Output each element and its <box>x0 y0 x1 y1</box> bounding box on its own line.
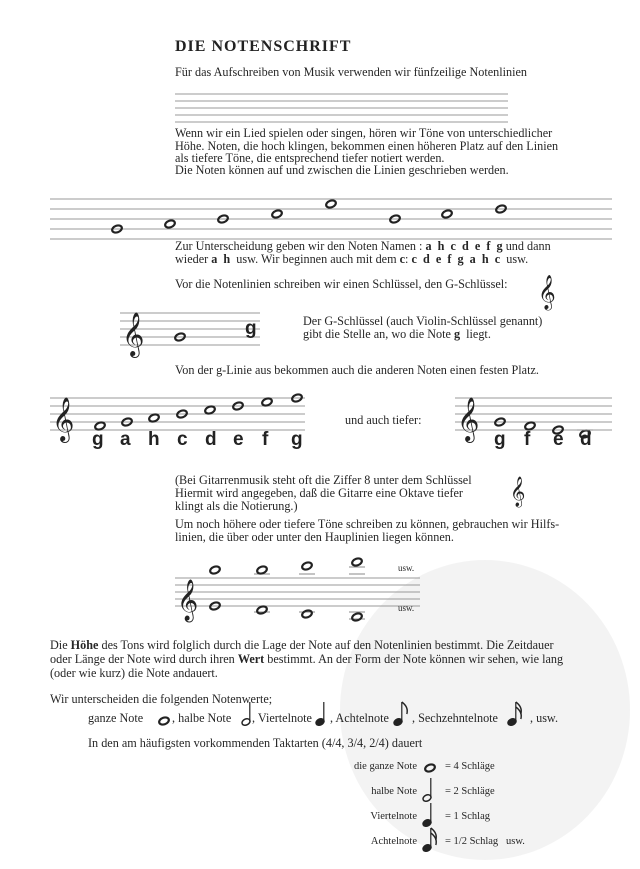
gclef-text: Der G-Schlüssel (auch Violin-Schlüssel genannt) <box>303 314 543 328</box>
intro-text: Für das Aufschreiben von Musik verwenden wir fünfzeilige Notenlinien <box>175 65 527 79</box>
note-letter: f <box>262 429 269 450</box>
whole-note <box>261 397 273 407</box>
whole-note <box>256 565 268 575</box>
whole-note <box>301 609 313 619</box>
note-letter: g <box>291 429 303 450</box>
whole-note <box>271 209 283 219</box>
whole-note <box>204 405 216 415</box>
note-letter: d <box>580 429 592 450</box>
para1-line: als tiefere Töne, die entsprechend tiefer notiert werden. <box>175 151 445 165</box>
treble-clef-icon: 𝄞 <box>510 477 526 507</box>
page-title: DIE NOTENSCHRIFT <box>175 38 352 55</box>
treble-clef-icon: 𝄞 <box>122 312 145 356</box>
table-label: Viertelnote <box>370 811 417 822</box>
clef-text: Vor die Notenlinien schreiben wir einen Schlüssel, den G-Schlüssel: <box>175 277 508 291</box>
note-letter: e <box>553 429 564 450</box>
note-letter: g <box>92 429 104 450</box>
note-letter: c <box>177 429 188 450</box>
takt-text: In den am häufigsten vorkommenden Taktarten (4/4, 3/4, 2/4) dauert <box>88 736 423 750</box>
whole-note <box>256 605 268 615</box>
whole-note <box>301 561 313 571</box>
para2-line: Die Höhe des Tons wird folglich durch die Lage der Note auf den Notenlinien bestimmt. Die Zeitdauer <box>50 638 554 652</box>
para2-line: (oder wie kurz) die Note andauert. <box>50 666 218 680</box>
treble-clef-icon: 𝄞 <box>177 580 199 621</box>
value-eighth: , Achtelnote <box>330 711 389 725</box>
treble-clef-icon: 𝄞 <box>538 275 556 310</box>
note-letter: a <box>120 429 131 450</box>
value-quarter: , Viertelnote <box>252 711 312 725</box>
ledger-text: linien, die über oder unter den Hauplinien liegen können. <box>175 530 454 544</box>
para1-line: Wenn wir ein Lied spielen oder singen, hören wir Töne von unterschiedlicher <box>175 126 553 140</box>
values-intro: Wir unterscheiden die folgenden Notenwerte; <box>50 692 273 706</box>
treble-clef-icon: 𝄞 <box>52 397 75 441</box>
whole-note <box>424 763 436 773</box>
names-line-2: wieder a h usw. Wir beginnen auch mit dem c: c d e f g a h c usw. <box>175 252 529 266</box>
guitar-text: (Bei Gitarrenmusik steht oft die Ziffer 8 unter dem Schlüssel <box>175 473 472 487</box>
table-label: Achtelnote <box>370 836 417 847</box>
whole-note <box>148 413 160 423</box>
value-etc: , usw. <box>530 711 558 725</box>
usw-lower: usw. <box>398 603 415 613</box>
whole-note <box>351 612 363 622</box>
usw-upper: usw. <box>398 563 415 573</box>
table-value: = 1 Schlag <box>445 811 490 822</box>
note-letter: h <box>148 429 160 450</box>
note-flag <box>402 702 407 714</box>
whole-note <box>441 209 453 219</box>
whole-note <box>325 199 337 209</box>
whole-note <box>351 557 363 567</box>
value-sixteenth: , Sechzehntelnote <box>412 711 498 725</box>
table-value: = 1/2 Schlag usw. <box>445 836 525 847</box>
note-letter: f <box>524 429 531 450</box>
whole-note <box>164 219 176 229</box>
gclef-text: gibt die Stelle an, wo die Note g liegt. <box>303 327 491 341</box>
value-half: , halbe Note <box>172 711 232 725</box>
table-value: = 4 Schläge <box>445 761 495 772</box>
para1-line: Die Noten können auf und zwischen die Linien geschrieben werden. <box>175 163 509 177</box>
table-value: = 2 Schläge <box>445 786 495 797</box>
whole-note <box>209 565 221 575</box>
value-whole: ganze Note <box>88 711 144 725</box>
table-label: halbe Note <box>371 786 417 797</box>
para1-line: Höhe. Noten, die hoch klingen, bekommen einen höheren Platz auf den Linien <box>175 139 559 153</box>
table-label: die ganze Note <box>354 761 417 772</box>
gline-text: Von der g-Linie aus bekommen auch die anderen Noten einen festen Platz. <box>175 363 539 377</box>
guitar-text: Hiermit wird angegeben, daß die Gitarre eine Oktave tiefer <box>175 486 463 500</box>
note-letter: e <box>233 429 244 450</box>
g-letter: g <box>245 318 257 339</box>
note-letter: d <box>205 429 217 450</box>
whole-note <box>158 716 170 726</box>
treble-clef-icon: 𝄞 <box>457 397 480 441</box>
ledger-text: Um noch höhere oder tiefere Töne schreiben zu können, gebrauchen wir Hilfs- <box>175 517 560 531</box>
para2-line: oder Länge der Note wird durch ihren Wert bestimmt. An der Form der Note können wir sehen, wie lang <box>50 652 564 666</box>
note-letter: g <box>494 429 506 450</box>
names-line-1: Zur Unterscheidung geben wir den Noten Namen : a h c d e f g und dann <box>175 239 551 253</box>
lower-label: und auch tiefer: <box>345 413 422 427</box>
guitar-text: klingt als die Notierung.) <box>175 499 298 513</box>
